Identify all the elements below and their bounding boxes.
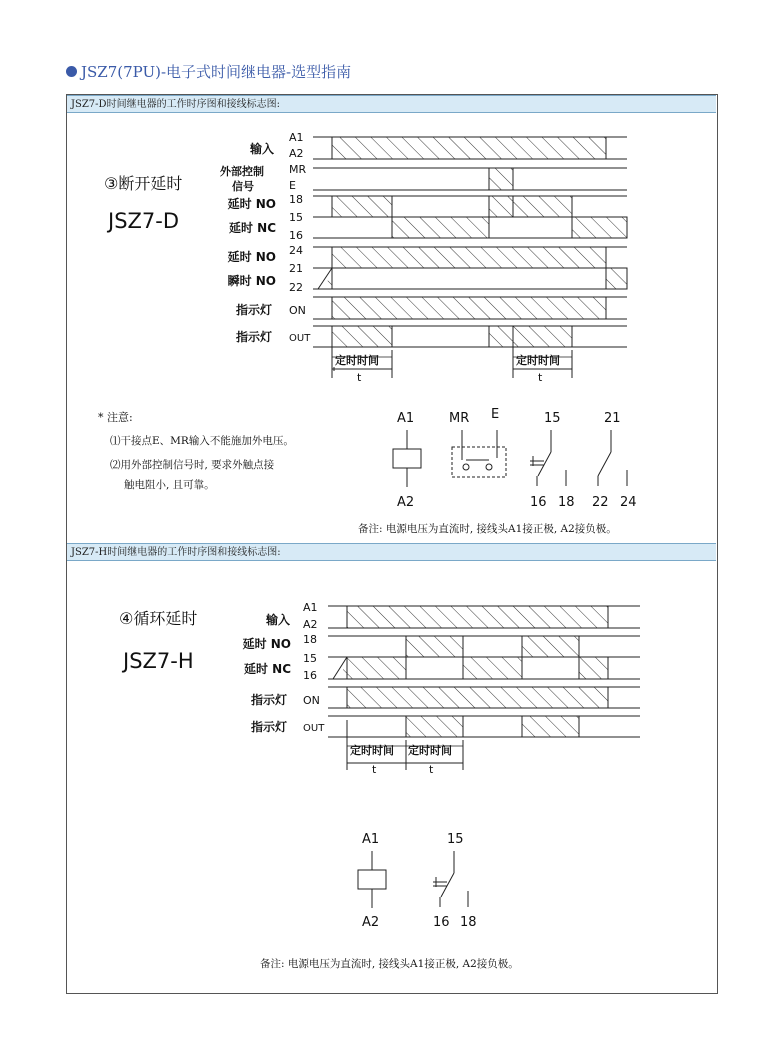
h-wire-16: 16	[433, 915, 450, 930]
d-wire-21: 21	[604, 411, 621, 426]
h-no-on-2	[522, 636, 579, 657]
page-title-text: JSZ7(7PU)-电子式时间继电器-选型指南	[81, 63, 352, 81]
d-wire-a2: A2	[397, 495, 415, 510]
d-out-pulse-2	[489, 326, 513, 347]
h-nc-on-3	[579, 657, 608, 679]
d-delay-nc-label: 延时 NC	[228, 221, 276, 235]
d-no-on-1	[332, 196, 392, 217]
d-note-2a: ⑵用外部控制信号时, 要求外触点接	[110, 459, 275, 471]
d-out-pulse-1	[332, 326, 392, 347]
d-delay-no-label: 延时 NO	[227, 197, 276, 211]
h-delay-no-18: 18	[303, 633, 317, 646]
d-note-1: ⑴干接点E、MR输入不能施加外电压。	[110, 435, 294, 447]
h-contact-15-symbol	[433, 851, 468, 907]
d-notes-heading: * 注意:	[98, 411, 133, 424]
d-wire-mr: MR	[449, 411, 470, 426]
d-input-label: 输入	[249, 142, 274, 156]
d-inst-no-22: 22	[289, 281, 303, 294]
d-ind-on-text: ON	[289, 304, 306, 317]
d-contact-15-symbol	[530, 430, 566, 486]
h-input-a2: A2	[303, 618, 318, 631]
d-wire-22: 22	[592, 495, 609, 510]
h-input-pulse	[347, 606, 608, 628]
d-nc-on-2	[572, 217, 627, 238]
h-ind-out-text: OUT	[303, 723, 325, 734]
d-coil-symbol	[393, 430, 421, 487]
d-ind-out-text: OUT	[289, 333, 311, 344]
d-ext-label-2: 信号	[232, 180, 254, 193]
d-t-label-2: t	[538, 371, 543, 384]
d-nc-on-1	[392, 217, 489, 238]
d-wire-24: 24	[620, 495, 637, 510]
d-wire-16: 16	[530, 495, 547, 510]
d-ext-mr: MR	[289, 163, 307, 176]
h-coil-symbol	[358, 851, 386, 908]
d-contact-21-symbol	[598, 430, 627, 486]
h-out-pulse-1	[406, 716, 463, 737]
d-term-15: 15	[289, 211, 303, 224]
h-out-pulse-2	[522, 716, 579, 737]
d-ind-out-label: 指示灯	[235, 330, 272, 344]
d-t-label-1: t	[357, 371, 362, 384]
d-mr-e-symbol	[452, 430, 506, 477]
h-wire-15: 15	[447, 832, 464, 847]
h-delay-nc-label: 延时 NC	[243, 662, 291, 676]
section-d-mode: ③断开延时	[104, 174, 183, 193]
d-on-pulse	[332, 297, 606, 319]
d-timer-label-1: 定时时间	[335, 354, 379, 367]
d-term-21: 21	[289, 262, 303, 275]
d-inst-on	[606, 268, 627, 289]
section-d-bar: JSZ7-D时间继电器的工作时序图和接线标志图:	[67, 95, 716, 113]
section-h-mode: ④循环延时	[119, 609, 198, 628]
d-input-pulse	[332, 137, 606, 159]
h-remark: 备注: 电源电压为直流时, 接线头A1接正极, A2接负极。	[260, 958, 519, 970]
d-input-a1: A1	[289, 131, 304, 144]
h-t-label-1: t	[372, 763, 377, 776]
d-wire-a1: A1	[397, 411, 415, 426]
d-no2-on	[332, 247, 606, 268]
section-d-timing	[313, 137, 627, 378]
d-ext-e: E	[289, 179, 296, 192]
d-ext-pulse	[489, 168, 513, 190]
section-h-bar: JSZ7-H时间继电器的工作时序图和接线标志图:	[67, 543, 716, 561]
section-h-model: JSZ7-H	[123, 649, 194, 673]
d-delay-no-24: 24	[289, 244, 303, 257]
d-wire-e: E	[491, 407, 500, 422]
h-term-15: 15	[303, 652, 317, 665]
d-out-pulse-3	[513, 326, 572, 347]
h-wire-18: 18	[460, 915, 477, 930]
h-on-pulse	[347, 687, 608, 708]
d-no-on-2	[489, 196, 513, 217]
h-ind-on-label: 指示灯	[250, 693, 287, 707]
d-no-on-3	[513, 196, 572, 217]
d-timer-label-2: 定时时间	[516, 354, 560, 367]
d-input-a2: A2	[289, 147, 304, 160]
h-input-a1: A1	[303, 601, 318, 614]
h-nc-on-2	[463, 657, 522, 679]
d-note-2b: 触电阻小, 且可靠。	[124, 479, 215, 491]
h-wire-a2: A2	[362, 915, 380, 930]
d-delay-nc-16: 16	[289, 229, 303, 242]
d-inst-no-label: 瞬时 NO	[227, 274, 276, 288]
h-delay-nc-16: 16	[303, 669, 317, 682]
d-ind-on-label: 指示灯	[235, 303, 272, 317]
h-timer-label-2: 定时时间	[408, 744, 452, 757]
h-ind-on-text: ON	[303, 694, 320, 707]
h-wire-a1: A1	[362, 832, 380, 847]
h-no-on-1	[406, 636, 463, 657]
d-wire-15: 15	[544, 411, 561, 426]
d-delay-no2-label: 延时 NO	[227, 250, 276, 264]
d-remark: 备注: 电源电压为直流时, 接线头A1接正极, A2接负极。	[358, 523, 617, 535]
d-delay-no-18: 18	[289, 193, 303, 206]
d-wire-18: 18	[558, 495, 575, 510]
h-ind-out-label: 指示灯	[250, 720, 287, 734]
h-timer-label-1: 定时时间	[350, 744, 394, 757]
h-delay-no-label: 延时 NO	[242, 637, 291, 651]
h-input-label: 输入	[265, 613, 290, 627]
h-nc-on-1	[347, 657, 406, 679]
d-ext-label-1: 外部控制	[220, 165, 264, 178]
h-t-label-2: t	[429, 763, 434, 776]
section-d-model: JSZ7-D	[108, 209, 180, 233]
